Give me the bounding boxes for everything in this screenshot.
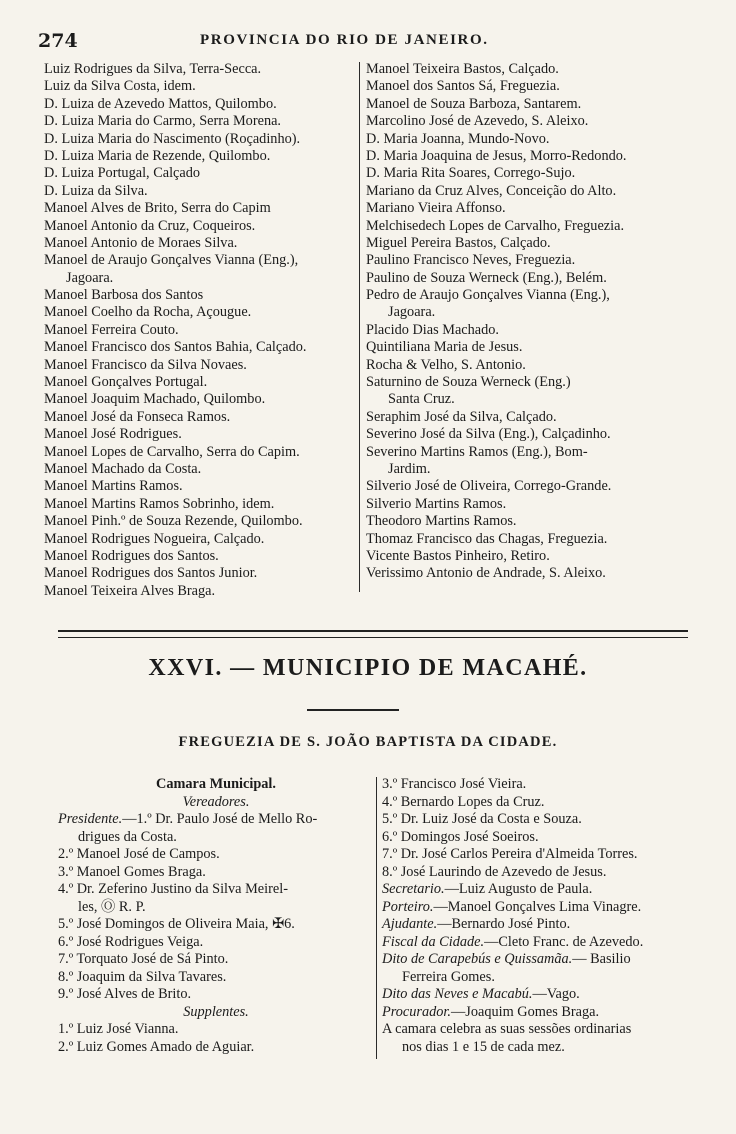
sessions-note-continuation: nos dias 1 e 15 de cada mez. <box>402 1038 565 1055</box>
list-item: Miguel Pereira Bastos, Calçado. <box>366 234 551 251</box>
list-item-continuation: les, Ⓞ R. P. <box>78 898 146 915</box>
section-divider <box>58 630 688 638</box>
list-item: D. Luiza Maria do Carmo, Serra Morena. <box>44 113 282 130</box>
list-item: Manoel José da Fonseca Ramos. <box>44 408 231 425</box>
list-item: 2.º Manoel José de Campos. <box>58 846 220 862</box>
page-number: 274 <box>38 30 78 52</box>
list-item: 6.º Domingos José Soeiros. <box>382 828 539 845</box>
list-item: Theodoro Martins Ramos. <box>366 513 517 530</box>
list-item: 2.º Luiz Gomes Amado de Aguiar. <box>58 1038 255 1055</box>
officer-line <box>382 934 702 952</box>
list-item: Manoel Teixeira Alves Braga. <box>44 582 216 599</box>
officer-name: —Joaquim Gomes Braga. <box>450 1003 600 1020</box>
list-item: Manoel de Souza Barboza, Santarem. <box>366 95 582 112</box>
list-item: Luiz da Silva Costa, idem. <box>44 78 196 95</box>
presidente-text: —1.º Dr. Paulo José de Mello Ro- <box>122 811 318 827</box>
camara-heading: Camara Municipal. <box>156 776 276 792</box>
list-item: Paulino de Souza Werneck (Eng.), Belém. <box>366 269 607 286</box>
list-item: 5.º Dr. Luiz José da Costa e Souza. <box>382 811 582 827</box>
list-item-continuation: drigues da Costa. <box>78 828 177 845</box>
vereadores-heading: Vereadores. <box>182 793 250 810</box>
list-item: 8.º Joaquim da Silva Tavares. <box>58 968 227 985</box>
list-item: 1.º Luiz José Vianna. <box>58 1021 179 1037</box>
camara-column-right <box>382 776 702 1056</box>
officer-label: Ajudante. <box>382 916 438 932</box>
list-item: Manoel de Araujo Gonçalves Vianna (Eng.), <box>44 252 299 269</box>
subsection-title: FREGUEZIA DE S. JOÃO BAPTISTA DA CIDADE. <box>178 734 558 750</box>
list-item-continuation: Jardim. <box>388 460 431 477</box>
officer-label: Porteiro. <box>382 898 434 915</box>
list-item: 5.º José Domingos de Oliveira Maia, ✠6. <box>58 916 295 932</box>
list-item: Manoel Joaquim Machado, Quilombo. <box>44 391 266 408</box>
list-item: Severino Martins Ramos (Eng.), Bom- <box>366 443 588 460</box>
list-item: Manoel Rodrigues Nogueira, Calçado. <box>44 530 265 547</box>
officer-label: Dito de Carapebús e Quissamãa. <box>382 951 573 967</box>
list-item: Manoel Antonio de Moraes Silva. <box>44 234 238 251</box>
officer-name: —Cleto Franc. de Azevedo. <box>484 933 644 950</box>
list-item: Melchisedech Lopes de Carvalho, Freguezia. <box>366 217 625 234</box>
list-item-continuation: Jagoara. <box>66 269 114 286</box>
list-item: 3.º Manoel Gomes Braga. <box>58 863 206 880</box>
list-item: Saturnino de Souza Werneck (Eng.) <box>366 374 571 391</box>
camara-column-left <box>58 776 374 1056</box>
list-item-continuation: Ferreira Gomes. <box>402 968 495 985</box>
list-item: Manoel Martins Ramos Sobrinho, idem. <box>44 495 275 512</box>
list-item: D. Maria Joanna, Mundo-Novo. <box>366 130 550 147</box>
list-item: Verissimo Antonio de Andrade, S. Aleixo. <box>366 565 606 582</box>
list-item: Silverio Martins Ramos. <box>366 495 507 512</box>
list-item: D. Luiza de Azevedo Mattos, Quilombo. <box>44 95 277 112</box>
list-item: Manoel José Rodrigues. <box>44 426 182 443</box>
list-item: Pedro de Araujo Gonçalves Vianna (Eng.), <box>366 287 610 304</box>
officer-name: — Basilio <box>572 951 631 967</box>
officer-label: Secretario. <box>382 881 445 897</box>
list-item: Manoel Pinh.º de Souza Rezende, Quilombo. <box>44 513 303 530</box>
list-item: Manoel Lopes de Carvalho, Serra do Capim. <box>44 443 300 460</box>
list-item: Manoel Francisco da Silva Novaes. <box>44 356 247 373</box>
list-item-continuation: Jagoara. <box>388 304 436 321</box>
officer-line <box>382 881 702 899</box>
directory-column-right <box>366 61 696 583</box>
list-item: Quintiliana Maria de Jesus. <box>366 339 523 356</box>
directory-column-left <box>44 61 362 600</box>
sessions-note: A camara celebra as suas sessões ordinarias <box>382 1021 632 1037</box>
list-item: Manoel Coelho da Rocha, Açougue. <box>44 304 252 321</box>
list-item: 3.º Francisco José Vieira. <box>382 776 527 792</box>
list-item: 7.º Torquato José de Sá Pinto. <box>58 951 229 967</box>
list-item: D. Luiza Maria do Nascimento (Roçadinho). <box>44 130 301 147</box>
supplentes-heading: Supplentes. <box>183 1003 249 1020</box>
list-item: Manoel Martins Ramos. <box>44 478 183 495</box>
list-item: D. Luiza da Silva. <box>44 182 148 199</box>
list-item: Manoel Antonio da Cruz, Coqueiros. <box>44 217 256 234</box>
list-item: Thomaz Francisco das Chagas, Freguezia. <box>366 530 608 547</box>
officer-label: Fiscal da Cidade. <box>382 933 485 950</box>
officer-line <box>382 951 702 969</box>
column-divider <box>359 62 360 592</box>
list-item: Manoel dos Santos Sá, Freguezia. <box>366 78 560 95</box>
list-item: 6.º José Rodrigues Veiga. <box>58 933 204 950</box>
officer-label: Procurador. <box>382 1003 451 1020</box>
list-item: Manoel Rodrigues dos Santos Junior. <box>44 565 258 582</box>
column-divider <box>376 777 377 1059</box>
list-item: Manoel Rodrigues dos Santos. <box>44 547 219 564</box>
list-item: Manoel Gonçalves Portugal. <box>44 374 208 391</box>
presidente-line <box>58 811 374 829</box>
officer-line <box>382 899 702 917</box>
list-item: Manoel Machado da Costa. <box>44 460 202 477</box>
list-item: 4.º Dr. Zeferino Justino da Silva Meirel- <box>58 881 288 897</box>
list-item: D. Maria Joaquina de Jesus, Morro-Redondo. <box>366 147 627 164</box>
list-item: 9.º José Alves de Brito. <box>58 986 192 1002</box>
officer-line <box>382 916 702 934</box>
list-item: D. Maria Rita Soares, Corrego-Sujo. <box>366 165 576 182</box>
list-item: Manoel Alves de Brito, Serra do Capim <box>44 200 271 217</box>
list-item-continuation: Santa Cruz. <box>388 391 455 408</box>
list-item: Manoel Teixeira Bastos, Calçado. <box>366 61 559 77</box>
officer-name: —Vago. <box>532 986 580 1002</box>
list-item: Manoel Francisco dos Santos Bahia, Calçado. <box>44 339 307 356</box>
list-item: Silverio José de Oliveira, Corrego-Grande. <box>366 478 612 495</box>
list-item: Marcolino José de Azevedo, S. Aleixo. <box>366 113 589 130</box>
list-item: Vicente Bastos Pinheiro, Retiro. <box>366 547 550 564</box>
list-item: Manoel Ferreira Couto. <box>44 321 179 338</box>
officer-line <box>382 1004 702 1022</box>
section-title: XXVI. — MUNICIPIO DE MACAHÉ. <box>148 655 588 681</box>
list-item: D. Luiza Maria de Rezende, Quilombo. <box>44 147 271 164</box>
running-head: PROVINCIA DO RIO DE JANEIRO. <box>200 32 489 48</box>
list-item: Manoel Barbosa dos Santos <box>44 287 204 304</box>
officer-label: Dito das Neves e Macabú. <box>382 986 533 1002</box>
page-header <box>38 30 698 52</box>
list-item: Paulino Francisco Neves, Freguezia. <box>366 252 576 269</box>
list-item: 4.º Bernardo Lopes da Cruz. <box>382 793 545 810</box>
list-item: Severino José da Silva (Eng.), Calçadinho. <box>366 426 611 443</box>
officer-name: —Bernardo José Pinto. <box>437 916 571 932</box>
list-item: Mariano Vieira Affonso. <box>366 200 506 217</box>
list-item: Luiz Rodrigues da Silva, Terra-Secca. <box>44 61 262 77</box>
list-item: D. Luiza Portugal, Calçado <box>44 165 201 182</box>
list-item: 7.º Dr. José Carlos Pereira d'Almeida Torres. <box>382 846 638 862</box>
officer-name: —Luiz Augusto de Paula. <box>444 881 593 897</box>
short-divider <box>307 709 399 711</box>
officer-line <box>382 986 702 1004</box>
list-item: Rocha & Velho, S. Antonio. <box>366 356 526 373</box>
officer-name: —Manoel Gonçalves Lima Vinagre. <box>433 898 642 915</box>
list-item: Mariano da Cruz Alves, Conceição do Alto. <box>366 182 617 199</box>
list-item: 8.º José Laurindo de Azevedo de Jesus. <box>382 863 607 880</box>
list-item: Placido Dias Machado. <box>366 321 500 338</box>
presidente-label: Presidente. <box>58 811 123 827</box>
list-item: Seraphim José da Silva, Calçado. <box>366 408 557 425</box>
